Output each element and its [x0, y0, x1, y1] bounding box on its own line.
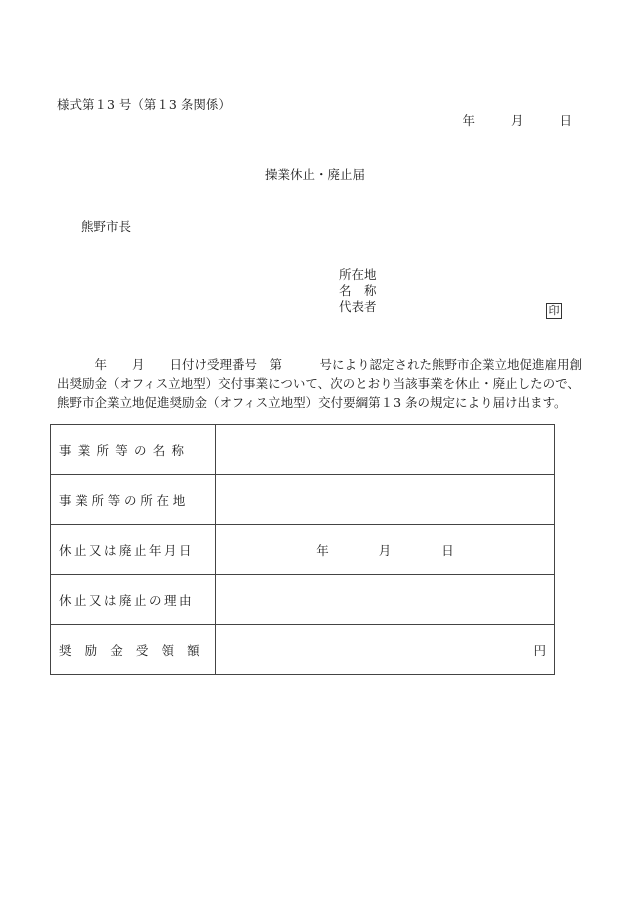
table-row: [51, 425, 555, 475]
representative-label: 代表者: [339, 299, 377, 314]
facility-address-field[interactable]: [216, 475, 555, 525]
form-number: 様式第１3 号（第１3 条関係）: [57, 97, 231, 112]
table-row: [51, 575, 555, 625]
body-line-1: 年 月 日付け受理番号 第 号により認定された熊野市企業立地促進雇用創: [57, 357, 583, 372]
date-year-label: 年: [462, 113, 476, 128]
yen-unit-label: 円: [533, 642, 546, 658]
incentive-amount-label: 奨励金受領額: [51, 625, 216, 675]
name-label: 名 称: [339, 283, 377, 298]
document-title: 操業休止・廃止届: [264, 167, 365, 182]
body-paragraph: [57, 355, 583, 412]
table-row: [51, 475, 555, 525]
suspension-reason-field[interactable]: [216, 575, 555, 625]
date-day-label: 日: [559, 113, 572, 128]
suspension-date-field[interactable]: [216, 525, 555, 575]
table-row: [51, 625, 555, 675]
body-line-2: 出奨励金（オフィス立地型）交付事業について、次のとおり当該事業を休止・廃止したので、: [57, 376, 580, 391]
details-table: [50, 424, 555, 675]
suspension-day-label: 日: [441, 542, 454, 558]
address-label: 所在地: [339, 267, 377, 282]
incentive-amount-field[interactable]: [216, 625, 555, 675]
body-line-3: 熊野市企業立地促進奨励金（オフィス立地型）交付要綱第１3 条の規定により届け出ます。: [57, 395, 567, 410]
facility-address-label: 事業所等の所在地: [51, 475, 216, 525]
seal-mark: 印: [546, 303, 562, 319]
suspension-year-label: 年: [316, 542, 329, 558]
signatory-block: [339, 267, 377, 315]
suspension-month-label: 月: [378, 542, 392, 558]
facility-name-label: 事業所等の名称: [51, 425, 216, 475]
facility-name-field[interactable]: [216, 425, 555, 475]
suspension-reason-label: 休止又は廃止の理由: [51, 575, 216, 625]
date-month-label: 月: [511, 113, 524, 128]
suspension-date-label: 休止又は廃止年月日: [51, 525, 216, 575]
addressee: 熊野市長: [81, 219, 132, 234]
table-row: [51, 525, 555, 575]
submission-date: [463, 111, 572, 129]
